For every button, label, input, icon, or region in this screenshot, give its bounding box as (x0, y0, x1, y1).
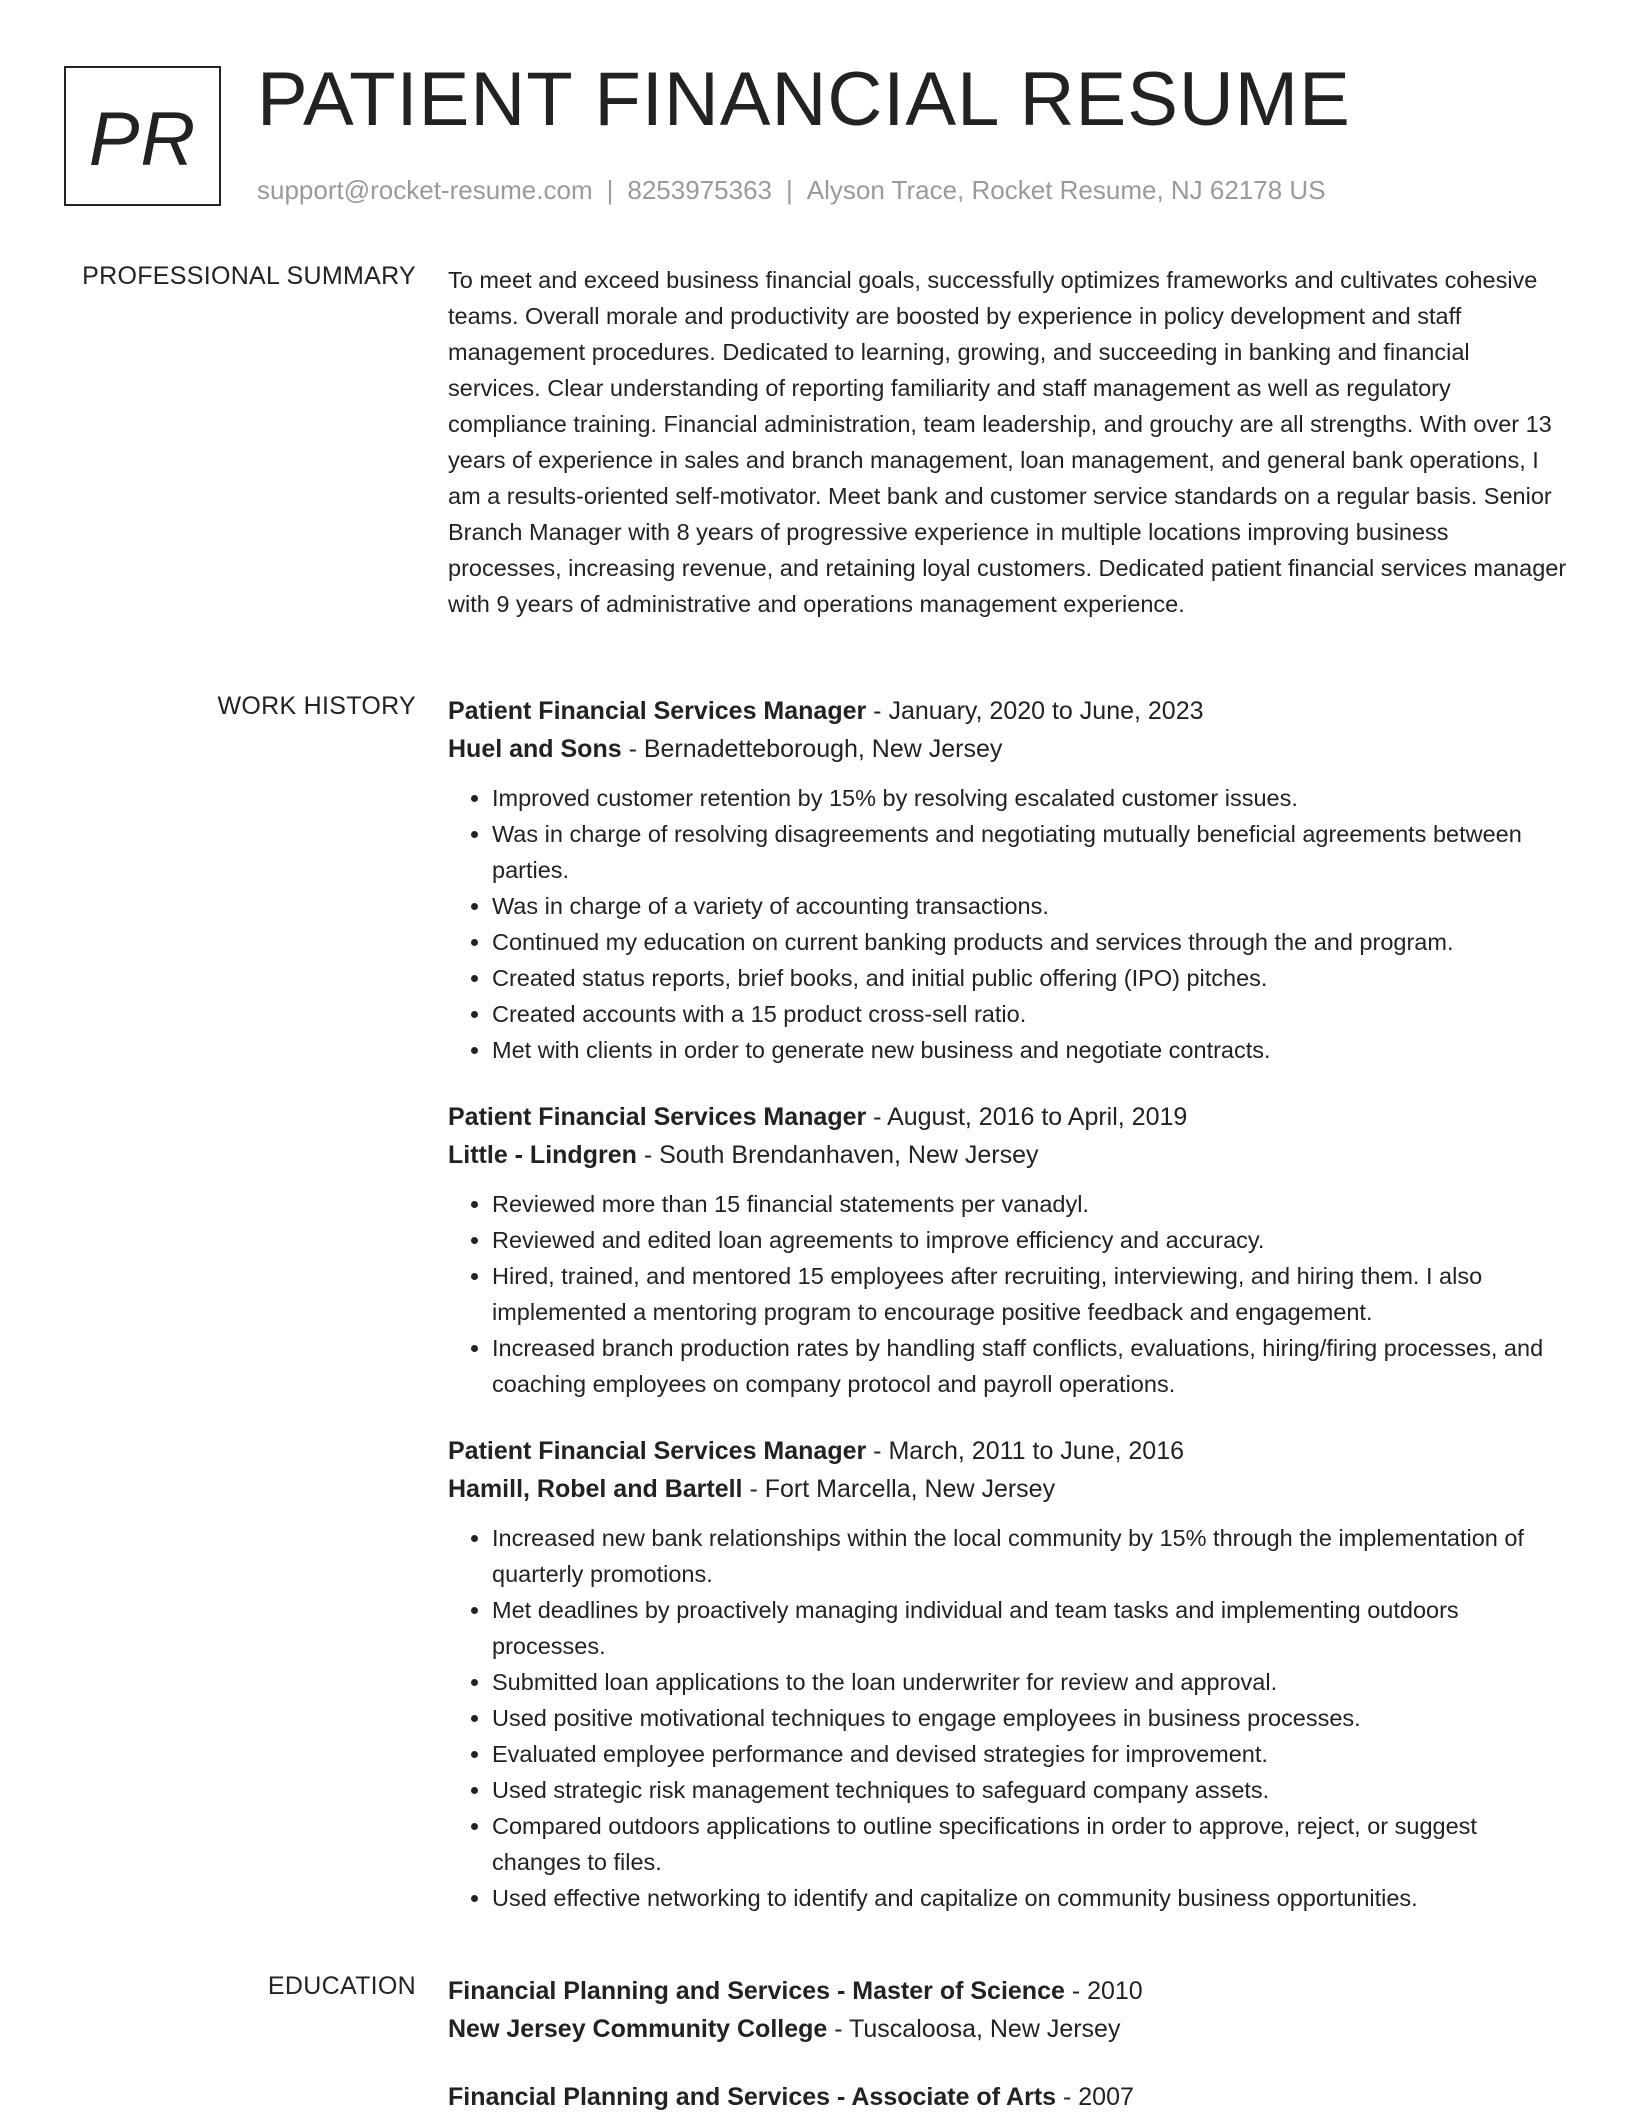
job-title: Patient Financial Services Manager (448, 697, 867, 725)
education-degree: Financial Planning and Services - Associate of Arts (448, 2083, 1057, 2111)
section-label-education: EDUCATION (267, 1972, 416, 2000)
job-company-line (448, 730, 1568, 768)
contact-separator: | (786, 175, 793, 205)
list-item: • Was in charge of a variety of accounting transactions. (492, 888, 1568, 924)
list-item: • Used positive motivational techniques to engage employees in business processes. (492, 1700, 1568, 1736)
job-entry (448, 1098, 1568, 1402)
education-school: New Jersey Community College (448, 2015, 828, 2043)
job-bullets (448, 1186, 1568, 1402)
education-entry (448, 1972, 1568, 2048)
job-entry (448, 692, 1568, 1068)
job-title-line (448, 1432, 1568, 1470)
job-company-line (448, 1470, 1568, 1508)
job-company-line (448, 1136, 1568, 1174)
contact-separator: | (606, 175, 614, 205)
list-item: • Increased branch production rates by handling staff conflicts, evaluations, hiring/firing processes, and coaching employees on company protocol and payroll operations. (492, 1330, 1568, 1402)
section-label-summary: PROFESSIONAL SUMMARY (82, 262, 416, 290)
job-dates: - January, 2020 to June, 2023 (866, 697, 1204, 725)
contact-address: Alyson Trace, Rocket Resume, NJ 62178 US (806, 175, 1326, 205)
list-item: • Increased new bank relationships within the local community by 15% through the implementation of quarterly promotions. (492, 1520, 1568, 1592)
list-item: • Created status reports, brief books, and initial public offering (IPO) pitches. (492, 960, 1568, 996)
list-item: • Improved customer retention by 15% by resolving escalated customer issues. (492, 780, 1568, 816)
list-item: • Hired, trained, and mentored 15 employees after recruiting, interviewing, and hiring them. I also implemented a mentoring program to encourage positive feedback and engagement. (492, 1258, 1568, 1330)
job-title-line (448, 1098, 1568, 1136)
list-item: • Used strategic risk management techniques to safeguard company assets. (492, 1772, 1568, 1808)
job-entry (448, 1432, 1568, 1916)
education-year: - 2007 (1056, 2083, 1134, 2111)
list-item: • Evaluated employee performance and devised strategies for improvement. (492, 1736, 1568, 1772)
contact-phone: 8253975363 (627, 175, 772, 205)
list-item: • Used effective networking to identify and capitalize on community business opportunities. (492, 1880, 1568, 1916)
resume-title: PATIENT FINANCIAL RESUME (257, 57, 1351, 142)
list-item: • Reviewed more than 15 financial statements per vanadyl. (492, 1186, 1568, 1222)
job-company: Hamill, Robel and Bartell (448, 1475, 743, 1503)
job-title-line (448, 692, 1568, 730)
job-title: Patient Financial Services Manager (448, 1103, 867, 1131)
education-year: - 2010 (1064, 1977, 1143, 2005)
job-company: Huel and Sons (448, 735, 622, 763)
job-location: - Bernadetteborough, New Jersey (621, 735, 1003, 763)
education-degree: Financial Planning and Services - Master of Science (448, 1977, 1065, 2005)
education-body (448, 1972, 1568, 2112)
summary-body (448, 262, 1568, 622)
list-item: • Continued my education on current banking products and services through the and program. (492, 924, 1568, 960)
job-bullets (448, 780, 1568, 1068)
job-company: Little - Lindgren (448, 1141, 637, 1169)
monogram-badge (64, 66, 221, 206)
education-degree-line (448, 2078, 1568, 2112)
monogram-initials: PR (88, 96, 197, 182)
education-degree-line (448, 1972, 1568, 2010)
job-location: - South Brendanhaven, New Jersey (636, 1141, 1039, 1169)
education-location: - Tuscaloosa, New Jersey (827, 2015, 1121, 2043)
job-location: - Fort Marcella, New Jersey (742, 1475, 1056, 1503)
list-item: • Was in charge of resolving disagreements and negotiating mutually beneficial agreements between parties. (492, 816, 1568, 888)
job-bullets (448, 1520, 1568, 1916)
education-school-line (448, 2010, 1568, 2048)
list-item: • Compared outdoors applications to outline specifications in order to approve, reject, or suggest changes to files. (492, 1808, 1568, 1880)
job-dates: - August, 2016 to April, 2019 (866, 1103, 1188, 1131)
education-entry (448, 2078, 1568, 2112)
list-item: • Met deadlines by proactively managing individual and team tasks and implementing outdoors processes. (492, 1592, 1568, 1664)
section-label-work-history: WORK HISTORY (217, 692, 416, 720)
list-item: • Submitted loan applications to the loan underwriter for review and approval. (492, 1664, 1568, 1700)
job-dates: - March, 2011 to June, 2016 (866, 1437, 1185, 1465)
list-item: • Created accounts with a 15 product cross-sell ratio. (492, 996, 1568, 1032)
contact-email: support@rocket-resume.com (257, 175, 593, 205)
summary-text: To meet and exceed business financial goals, successfully optimizes frameworks and cultivates cohesive teams. Overall morale and productivity are boosted by experience in policy development and staff management procedures. Dedicated to learning, growing, and succeeding in banking and financial services. Clear understanding of reporting familiarity and staff management as well as regulatory compliance training. Financial administration, team leadership, and grouchy are all strengths. With over 13 years of experience in sales and branch management, loan management, and general bank operations, I am a results-oriented self-motivator. Meet bank and customer service standards on a regular basis. Senior Branch Manager with 8 years of progressive experience in multiple locations improving business processes, increasing revenue, and retaining loyal customers. Dedicated patient financial services manager with 9 years of administrative and operations management experience. (448, 267, 1567, 617)
list-item: • Met with clients in order to generate new business and negotiate contracts. (492, 1032, 1568, 1068)
list-item: • Reviewed and edited loan agreements to improve efficiency and accuracy. (492, 1222, 1568, 1258)
job-title: Patient Financial Services Manager (448, 1437, 867, 1465)
work-history-body (448, 692, 1568, 1946)
contact-line (257, 175, 1326, 206)
